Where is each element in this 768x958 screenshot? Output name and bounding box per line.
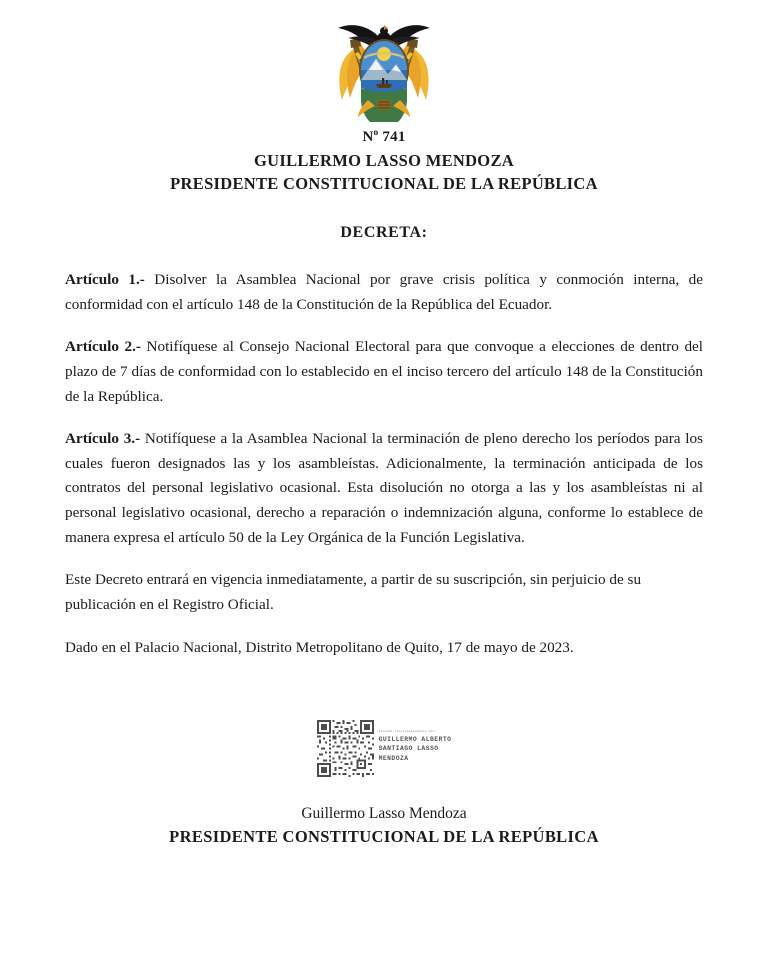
president-title-heading: PRESIDENTE CONSTITUCIONAL DE LA REPÚBLICA — [170, 174, 598, 193]
president-name-heading: GUILLERMO LASSO MENDOZA — [254, 151, 514, 170]
coat-of-arms-of-ecuador-icon — [328, 14, 440, 122]
article-3-label: Artículo 3.- — [65, 430, 141, 448]
article-1-text: Disolver la Asamblea Nacional por grave crisis política y conmoción interna, de conformidad con el artículo 148 de la Constitución de la República del Ecuador. — [65, 271, 703, 313]
signature-stamp-line-1: GUILLERMO ALBERTO — [378, 736, 452, 744]
article-2-label: Artículo 2.- — [65, 338, 141, 356]
decree-number-prefix: N — [362, 129, 374, 145]
digital-signature-stamp — [317, 720, 452, 777]
decree-number-value: 741 — [382, 129, 406, 145]
article-2-text: Notifíquese al Consejo Nacional Electoral para que convoque a elecciones de dentro del plazo de 7 días de conformidad con lo establecido en el inciso tercero del artículo 148 de la Constitución de la República. — [65, 338, 703, 405]
signature-stamp-line-3: MENDOZA — [378, 754, 409, 762]
signature-micro-text: Firmado electrónicamente por: — [378, 730, 437, 734]
qr-code-icon — [317, 720, 374, 777]
article-2 — [65, 335, 703, 409]
signature-stamp-text — [379, 720, 452, 763]
signature-stamp-line-2: SANTIAGO LASSO — [378, 745, 439, 753]
article-1 — [65, 268, 703, 317]
signature-area — [65, 720, 703, 777]
article-3 — [65, 427, 703, 550]
signer-title: PRESIDENTE CONSTITUCIONAL DE LA REPÚBLICA — [169, 827, 599, 847]
signer-name: Guillermo Lasso Mendoza — [301, 805, 467, 823]
coat-of-arms-container — [65, 0, 703, 122]
effective-clause: Este Decreto entrará en vigencia inmediatamente, a partir de su suscripción, sin perjuicio de su publicación en el Registro Oficial. — [65, 571, 642, 613]
decree-body — [65, 268, 703, 660]
article-1-label: Artículo 1.- — [65, 271, 145, 288]
decrees-heading: DECRETA: — [340, 224, 428, 241]
article-3-text: Notifíquese a la Asamblea Nacional la terminación de pleno derecho los períodos para los cuales fueron designados las y los asambleístas. Adicionalmente, la terminación anticipada de los contratos del personal legislativo ocasional. Esta disolución no otorga a las y los asambleístas ni al personal legislativo ocasional, derecho a reparación o indemnización alguna, conforme lo establece de manera expresa el artículo 50 de la Ley Orgánica de la Función Legislativa. — [65, 430, 703, 546]
decree-number — [65, 129, 703, 146]
decree-number-ordinal: o — [373, 128, 379, 138]
place-and-date: Dado en el Palacio Nacional, Distrito Metropolitano de Quito, 17 de mayo de 2023. — [65, 638, 574, 656]
